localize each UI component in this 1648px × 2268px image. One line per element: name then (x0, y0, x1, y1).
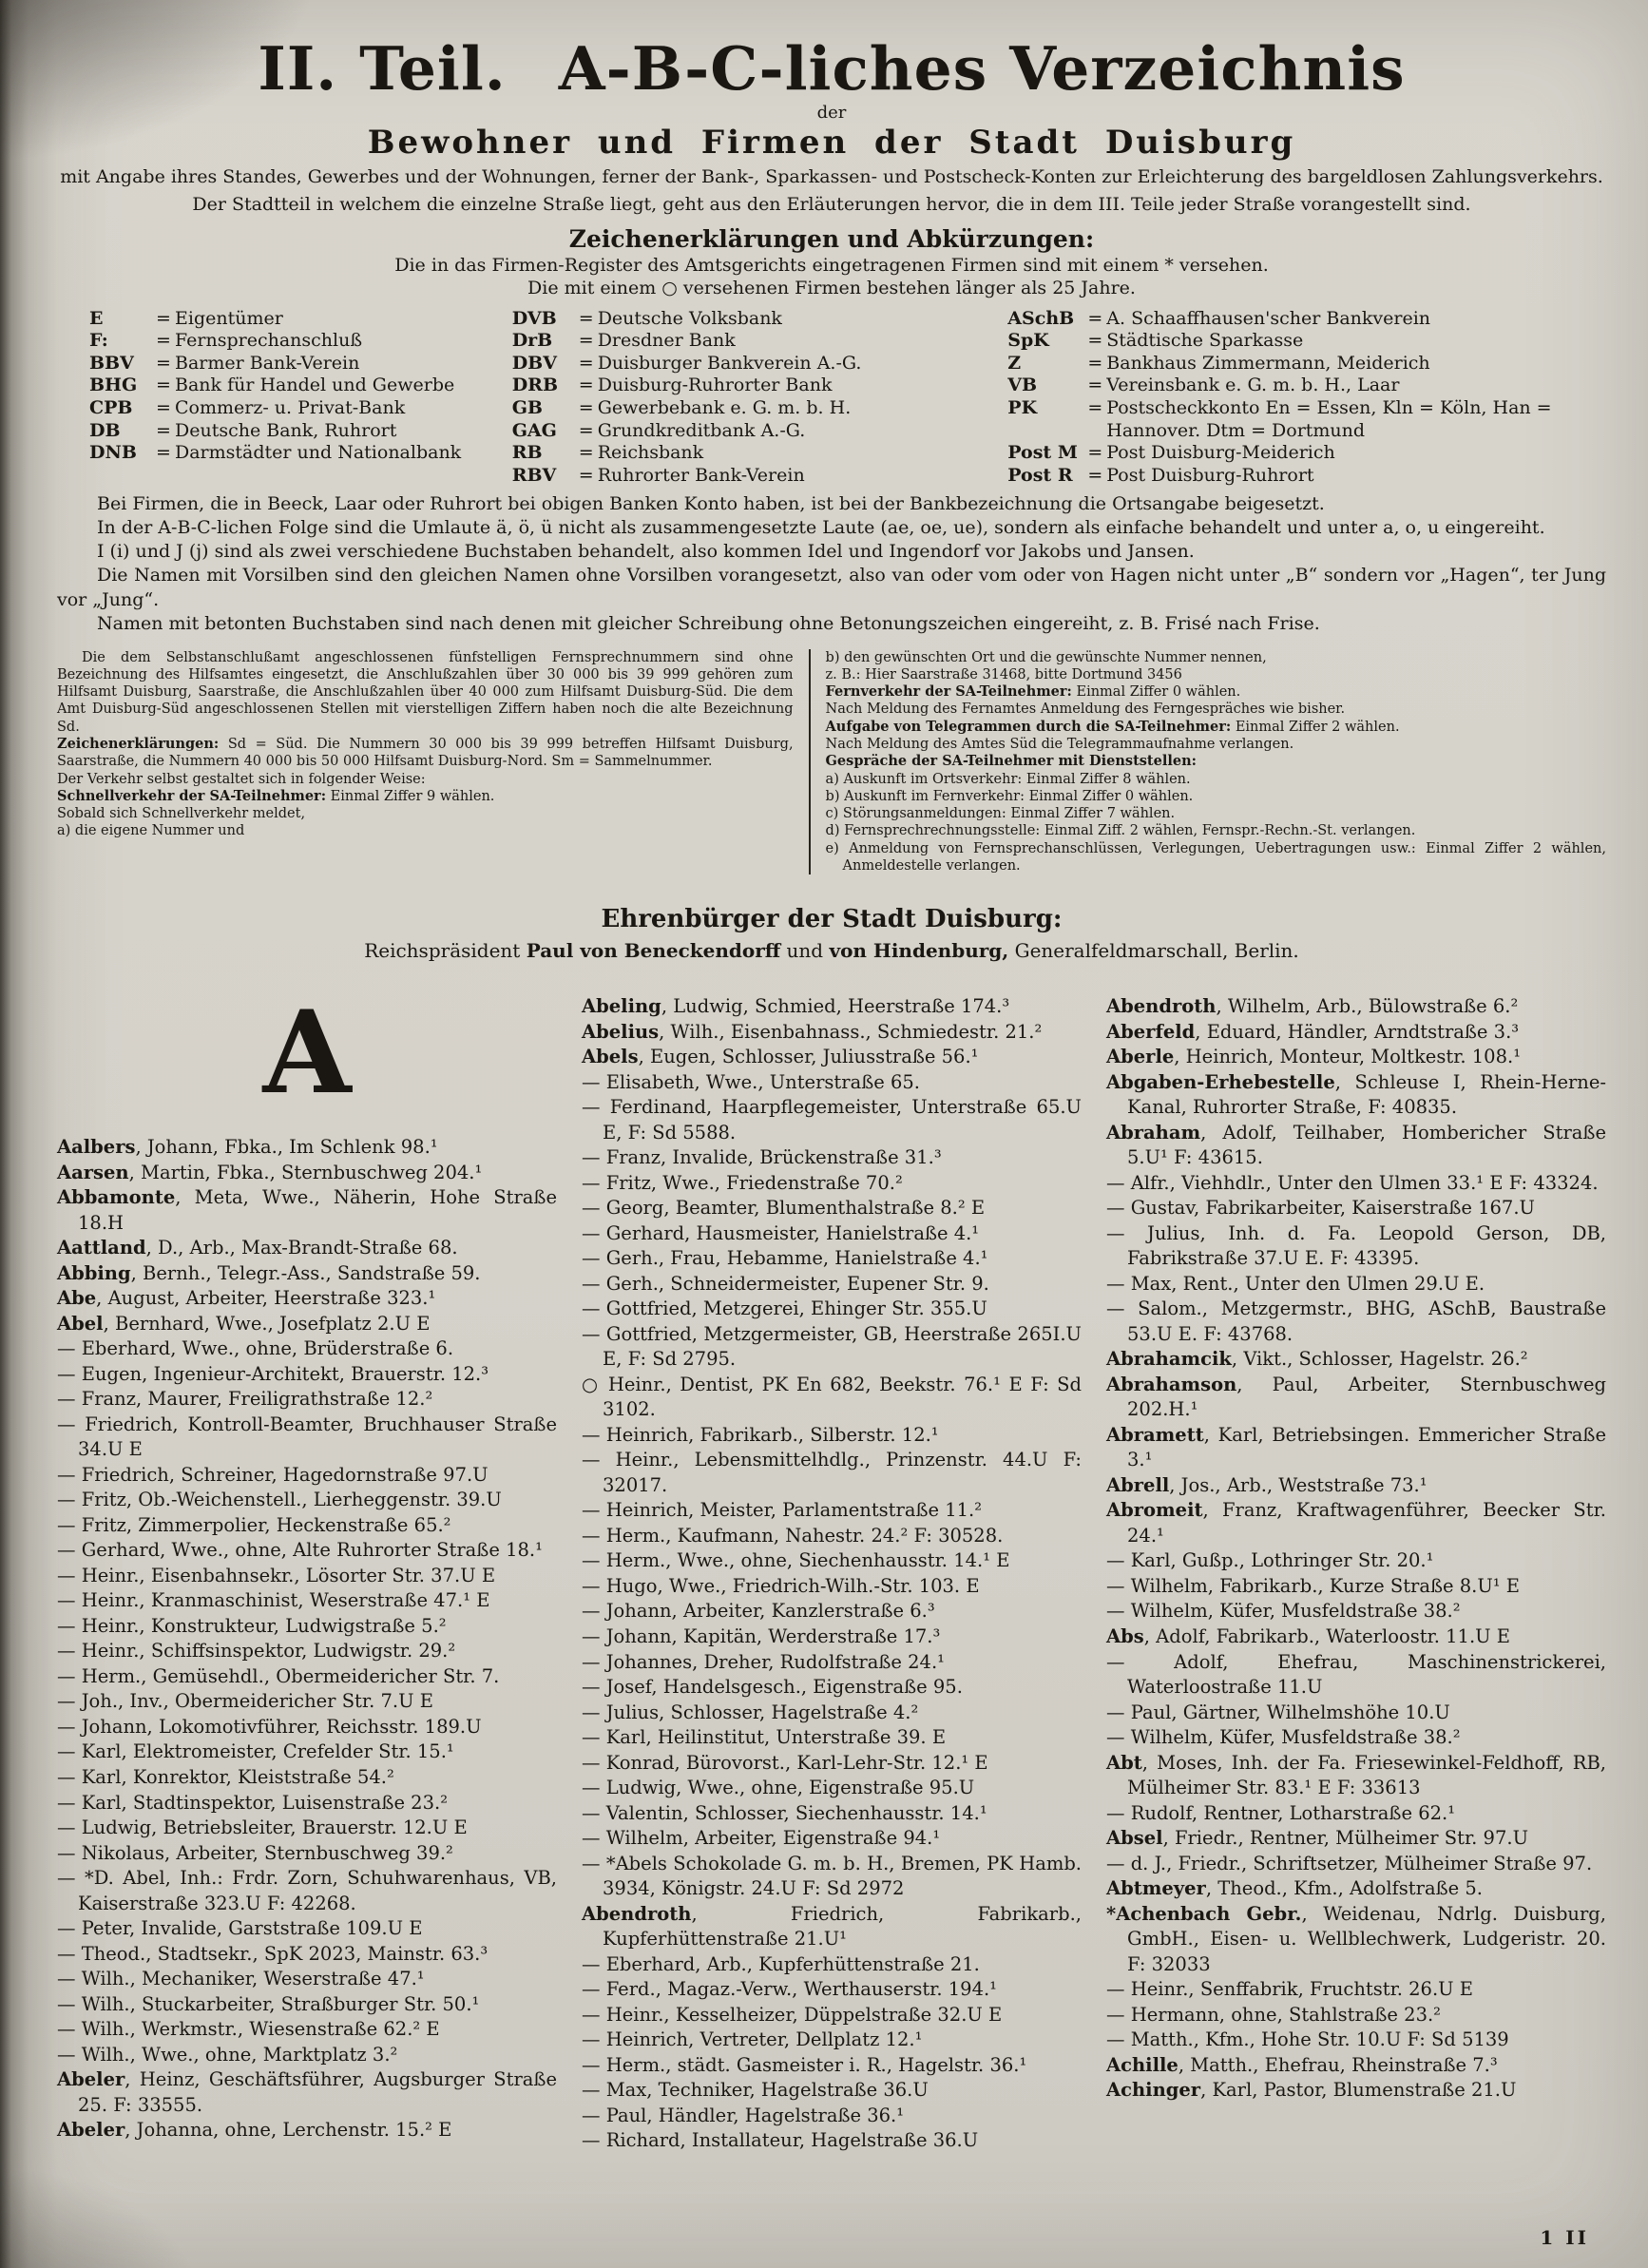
page-title (57, 33, 1606, 104)
abbreviation-meaning: Duisburger Bankverein A.-G. (597, 352, 862, 374)
directory-column-3 (1106, 994, 1606, 2154)
abbreviation-code: Post M (1007, 442, 1078, 464)
sorting-rule: Namen mit betonten Buchstaben sind nach denen mit gleicher Schreibung ohne Betonungszeichen eingereiht, z. B. Frisé nach Frise. (97, 612, 1320, 634)
directory-entry: — Wilhelm, Arbeiter, Eigenstraße 94.¹ (582, 1827, 941, 1850)
phone-note-line: Die dem Selbstanschlußamt angeschlossenen fünfstelligen Fernsprechnummern sind ohne Bezeichnung des Hilfsamtes eingesetzt, die Anschlußzahlen über 30 000 bis 39 999 gehören zum Hilfsamt Duisburg, Saarstraße, die Anschlußzahlen über 40 000 zum Hilfsamt Duisburg-Süd. Die dem Amt Duisburg-Süd angeschlossenen Stellen mit vierstelligen Ziffern haben noch die alte Bezeichnung Sd. (57, 649, 794, 735)
description-1: mit Angabe ihres Standes, Gewerbes und der Wohnungen, ferner der Bank-, Sparkassen- und Postscheck-Konten zur Erleichterung des bargeldlosen Zahlungsverkehrs. (60, 166, 1603, 188)
directory-entry: — Wilhelm, Küfer, Musfeldstraße 38.² (1106, 1726, 1461, 1749)
directory-entry: — Johannes, Dreher, Rudolfstraße 24.¹ (582, 1650, 945, 1673)
directory-entry: — Wilhelm, Fabrikarb., Kurze Straße 8.U¹ E (1106, 1574, 1521, 1597)
abbreviation-code: BHG (89, 375, 138, 396)
directory-entry: — Elisabeth, Wwe., Unterstraße 65. (582, 1070, 920, 1093)
equals-sign: = (156, 442, 171, 464)
legend-heading: Zeichenerklärungen und Abkürzungen: (568, 224, 1095, 253)
abbreviation-code: PK (1007, 397, 1038, 418)
equals-sign: = (156, 307, 171, 329)
abbreviation-code: DVB (511, 307, 557, 329)
directory-entry: Absel, Friedr., Rentner, Mülheimer Str. 97.U (1106, 1827, 1529, 1850)
abbreviation-meaning: A. Schaaffhausen'scher Bankverein (1106, 307, 1431, 329)
equals-sign: = (1087, 307, 1103, 329)
directory-entry: — Heinrich, Vertreter, Dellplatz 12.¹ (582, 2028, 923, 2051)
abbreviation-row (1007, 397, 1606, 442)
abbreviation-code: DBV (511, 352, 557, 374)
abbreviation-code: RB (511, 442, 543, 464)
directory-entry: — Wilh., Wwe., ohne, Marktplatz 3.² (57, 2043, 398, 2066)
directory-entry: — Gerhard, Hausmeister, Hanielstraße 4.¹ (582, 1221, 980, 1244)
phone-note-line: b) den gewünschten Ort und die gewünschte Nummer nennen, (825, 649, 1267, 665)
directory-entry: — Julius, Schlosser, Hagelstraße 4.² (582, 1701, 919, 1723)
equals-sign: = (156, 375, 171, 396)
abbreviation-code: Post R (1007, 464, 1073, 486)
abbreviation-meaning: Grundkreditbank A.-G. (597, 419, 806, 441)
masthead (57, 23, 1606, 216)
directory-entry: Abendroth, Friedrich, Fabrikarb., Kupferhüttenstraße 21.U¹ (582, 1902, 1082, 1951)
directory-entry: — Hugo, Wwe., Friedrich-Wilh.-Str. 103. E (582, 1574, 980, 1597)
directory-entry: Abbamonte, Meta, Wwe., Näherin, Hohe Straße 18.H (57, 1186, 557, 1234)
directory-entry: Aberle, Heinrich, Monteur, Moltkestr. 108.¹ (1106, 1046, 1522, 1068)
abbreviation-code: SpK (1007, 330, 1049, 352)
part-label: II. Teil. (258, 33, 507, 104)
sorting-rule: Die Namen mit Vorsilben sind den gleichen Namen ohne Vorsilben vorangesetzt, also van oder vom oder von Hagen nicht unter „B“ sondern vor „Hagen“, ter Jung vor „Jung“. (57, 565, 1606, 610)
directory-entry: — Friedrich, Schreiner, Hagedornstraße 97.U (57, 1463, 489, 1486)
legend-section (57, 225, 1606, 487)
section-letter: A (262, 986, 352, 1121)
directory-entry: Aberfeld, Eduard, Händler, Arndtstraße 3.³ (1106, 1020, 1520, 1043)
phone-note-line: Nach Meldung des Amtes Süd die Telegrammaufnahme verlangen. (825, 736, 1294, 752)
abbreviation-code: RBV (511, 464, 557, 486)
equals-sign: = (578, 442, 594, 464)
honorary-name-1: Paul von Beneckendorff (526, 939, 781, 963)
directory-entry: — Gerh., Schneidermeister, Eupener Str. 9. (582, 1272, 989, 1295)
phone-note-line: Zeichenerklärungen: Sd = Süd. Die Nummern 30 000 bis 39 999 betreffen Hilfsamt Duisburg, Saarstraße, die Nummern 40 000 bis 50 000 Hilfsamt Duisburg-Nord. Sm = Sammelnummer. (57, 735, 794, 770)
directory-entry: — Gustav, Fabrikarbeiter, Kaiserstraße 167.U (1106, 1197, 1535, 1220)
page-number: 1 II (1540, 2226, 1589, 2249)
directory-entry: — Wilh., Mechaniker, Weserstraße 47.¹ (57, 1968, 425, 1990)
directory-entry: Achinger, Karl, Pastor, Blumenstraße 21.U (1106, 2079, 1517, 2102)
equals-sign: = (156, 419, 171, 441)
honorary-line-pre: Reichspräsident (364, 939, 527, 963)
abbreviation-meaning: Commerz- u. Privat-Bank (175, 397, 406, 418)
abbreviation-row (89, 308, 507, 331)
phone-note-line: e) Anmeldung von Fernsprechanschlüssen, Verlegungen, Uebertragungen usw.: Einmal Ziffer 2 wählen, Anmeldestelle verlangen. (825, 840, 1606, 874)
directory-entry: Abs, Adolf, Fabrikarb., Waterloostr. 11.U E (1106, 1625, 1511, 1647)
equals-sign: = (156, 330, 171, 352)
directory-entry: — Adolf, Ehefrau, Maschinenstrickerei, Waterloostraße 11.U (1106, 1650, 1606, 1699)
phone-instructions-left (57, 649, 809, 875)
directory-entry: — Wilh., Werkmstr., Wiesenstraße 62.² E (57, 2018, 440, 2041)
abbreviation-column-3 (1002, 308, 1606, 487)
directory-entry: Aalbers, Johann, Fbka., Im Schlenk 98.¹ (57, 1136, 438, 1159)
directory-entry: — Eberhard, Arb., Kupferhüttenstraße 21. (582, 1952, 980, 1975)
abbreviation-meaning: Dresdner Bank (597, 330, 736, 352)
directory-entry: — Gerhard, Wwe., ohne, Alte Ruhrorter Straße 18.¹ (57, 1539, 543, 1562)
abbreviation-code: DrB (511, 330, 553, 352)
abbreviation-row (512, 442, 1003, 465)
directory-entry: — Ludwig, Wwe., ohne, Eigenstraße 95.U (582, 1777, 975, 1799)
description-2: Der Stadtteil in welchem die einzelne Straße liegt, geht aus den Erläuterungen hervor, die in dem III. Teile jeder Straße vorangestellt sind. (192, 193, 1471, 215)
directory-entry: — *Abels Schokolade G. m. b. H., Bremen, PK Hamb. 3934, Königstr. 24.U F: Sd 2972 (582, 1852, 1082, 1900)
equals-sign: = (578, 397, 594, 418)
abbreviation-row (89, 353, 507, 375)
directory-entries-3 (1106, 994, 1606, 2104)
equals-sign: = (156, 397, 171, 418)
abbreviation-meaning: Darmstädter und Nationalbank (175, 442, 462, 464)
abbreviation-code: DRB (511, 375, 559, 396)
equals-sign: = (1087, 397, 1103, 418)
directory-entry: — Fritz, Ob.-Weichenstell., Lierheggenstr. 39.U (57, 1489, 502, 1511)
directory-entry: — Gottfried, Metzgermeister, GB, Heerstraße 265I.U E, F: Sd 2795. (582, 1322, 1082, 1371)
directory-entry: — Max, Techniker, Hagelstraße 36.U (582, 2079, 929, 2102)
abbreviation-row (89, 420, 507, 443)
directory-column-1 (57, 986, 557, 2154)
abbreviation-row (1007, 465, 1606, 488)
abbreviation-code: Z (1007, 352, 1022, 374)
directory-entry: Abbing, Bernh., Telegr.-Ass., Sandstraße 59. (57, 1261, 481, 1284)
abbreviation-row (1007, 353, 1606, 375)
abbreviation-meaning: Fernsprechanschluß (175, 330, 363, 352)
directory-entries-2 (582, 994, 1082, 2154)
abbreviation-code: BBV (89, 352, 134, 374)
abbreviation-row (89, 442, 507, 465)
honorary-citizens (57, 905, 1606, 962)
directory-entry: — Herm., städt. Gasmeister i. R., Hagelstr. 36.¹ (582, 2053, 1027, 2076)
abbreviation-meaning: Deutsche Volksbank (597, 307, 782, 329)
directory-listing (57, 986, 1606, 2154)
directory-entry: — d. J., Friedr., Schriftsetzer, Mülheimer Straße 97. (1106, 1852, 1593, 1874)
directory-entry: — Johann, Kapitän, Werderstraße 17.³ (582, 1625, 941, 1647)
directory-entry: — Herm., Gemüsehdl., Obermeidericher Str. 7. (57, 1664, 500, 1687)
abbreviation-meaning: Duisburg-Ruhrorter Bank (597, 375, 833, 396)
directory-entry: — Fritz, Wwe., Friedenstraße 70.² (582, 1171, 903, 1194)
phone-note-line: z. B.: Hier Saarstraße 31468, bitte Dortmund 3456 (825, 666, 1182, 682)
directory-entry: — Heinr., Kesselheizer, Düppelstraße 32.U E (582, 2003, 1003, 2026)
abbreviation-code: VB (1007, 375, 1038, 396)
abbreviation-meaning: Eigentümer (175, 307, 283, 329)
directory-entry: — Karl, Konrektor, Kleiststraße 54.² (57, 1766, 394, 1788)
directory-entry: — Friedrich, Kontroll-Beamter, Bruchhauser Straße 34.U E (57, 1413, 557, 1461)
abbreviation-meaning: Postscheckkonto En = Essen, Kln = Köln, Han = Hannover. Dtm = Dortmund (1106, 397, 1552, 441)
directory-entry: Abromeit, Franz, Kraftwagenführer, Beecker Str. 24.¹ (1106, 1499, 1606, 1547)
directory-entry: — Peter, Invalide, Garststraße 109.U E (57, 1917, 423, 1940)
directory-entry: — Heinr., Kranmaschinist, Weserstraße 47.¹ E (57, 1589, 490, 1612)
directory-entry: — Ferdinand, Haarpflegemeister, Unterstraße 65.U E, F: Sd 5588. (582, 1096, 1082, 1144)
phone-note-line: a) Auskunft im Ortsverkehr: Einmal Ziffer 8 wählen. (825, 771, 1191, 787)
directory-entry: Abrell, Jos., Arb., Weststraße 73.¹ (1106, 1473, 1428, 1496)
directory-entry: — Heinr., Senffabrik, Fruchtstr. 26.U E (1106, 1978, 1474, 2001)
directory-entry: — Heinr., Konstrukteur, Ludwigstraße 5.² (57, 1614, 447, 1637)
abbreviation-row (89, 397, 507, 420)
directory-entry: Abrahamson, Paul, Arbeiter, Sternbuschweg 202.H.¹ (1106, 1373, 1606, 1421)
phone-note-line: d) Fernsprechrechnungsstelle: Einmal Ziff. 2 wählen, Fernspr.-Rechn.-St. verlangen. (825, 823, 1416, 839)
phone-note-line: b) Auskunft im Fernverkehr: Einmal Ziffer 0 wählen. (825, 788, 1194, 804)
abbreviation-table (57, 308, 1606, 487)
directory-entry: — Theod., Stadtsekr., SpK 2023, Mainstr. 63.³ (57, 1942, 489, 1965)
abbreviation-row (512, 375, 1003, 397)
legend-note-1: Die in das Firmen-Register des Amtsgerichts eingetragenen Firmen sind mit einem * versehen. (394, 254, 1269, 276)
equals-sign: = (578, 352, 594, 374)
directory-entry: — Joh., Inv., Obermeidericher Str. 7.U E (57, 1690, 433, 1713)
directory-entry: — Karl, Elektromeister, Crefelder Str. 15.¹ (57, 1740, 454, 1763)
abbreviation-row (89, 375, 507, 397)
abbreviation-row (512, 397, 1003, 420)
phone-note-line: Der Verkehr selbst gestaltet sich in folgender Weise: (57, 771, 426, 787)
abbreviation-meaning: Reichsbank (597, 442, 704, 464)
phone-note-line: Aufgabe von Telegrammen durch die SA-Teilnehmer: Einmal Ziffer 2 wählen. (825, 718, 1400, 735)
equals-sign: = (578, 464, 594, 486)
directory-entry: — Nikolaus, Arbeiter, Sternbuschweg 39.² (57, 1841, 453, 1864)
abbreviation-row (512, 308, 1003, 331)
directory-entry: Abt, Moses, Inh. der Fa. Friesewinkel-Feldhoff, RB, Mülheimer Str. 83.¹ E F: 33613 (1106, 1751, 1606, 1799)
directory-entry: Abtmeyer, Theod., Kfm., Adolfstraße 5. (1106, 1877, 1483, 1900)
directory-entry: — Karl, Stadtinspektor, Luisenstraße 23.² (57, 1791, 449, 1814)
phone-note-line: Schnellverkehr der SA-Teilnehmer: Einmal Ziffer 9 wählen. (57, 787, 495, 804)
abbreviation-code: GB (511, 397, 543, 418)
equals-sign: = (578, 330, 594, 352)
abbreviation-meaning: Bank für Handel und Gewerbe (175, 375, 455, 396)
honorary-name-2: von Hindenburg, (829, 939, 1009, 963)
directory-entry: — Wilh., Stuckarbeiter, Straßburger Str. 50.¹ (57, 1992, 480, 2015)
abbreviation-code: E (89, 307, 104, 329)
directory-entry: Aarsen, Martin, Fbka., Sternbuschweg 204.¹ (57, 1161, 483, 1183)
phone-note-line: Gespräche der SA-Teilnehmer mit Dienststellen: (825, 753, 1197, 770)
directory-entry: — Heinrich, Meister, Parlamentstraße 11.² (582, 1499, 983, 1522)
directory-entry: — Ludwig, Betriebsleiter, Brauerstr. 12.U E (57, 1816, 468, 1839)
abbreviation-meaning: Bankhaus Zimmermann, Meiderich (1106, 352, 1430, 374)
legend-note-2: Die mit einem ○ versehenen Firmen bestehen länger als 25 Jahre. (527, 277, 1136, 298)
phone-note-line: Fernverkehr der SA-Teilnehmer: Einmal Ziffer 0 wählen. (825, 683, 1241, 701)
directory-entry: — Franz, Invalide, Brückenstraße 31.³ (582, 1146, 942, 1169)
equals-sign: = (1087, 464, 1103, 486)
title-text: A-B-C-liches Verzeichnis (558, 33, 1406, 104)
abbreviation-meaning: Barmer Bank-Verein (175, 352, 360, 374)
equals-sign: = (578, 307, 594, 329)
sorting-rule: I (i) und J (j) sind als zwei verschiedene Buchstaben behandelt, also kommen Idel und Ingendorf vor Jakobs und Jansen. (97, 541, 1195, 563)
directory-entry: — Paul, Gärtner, Wilhelmshöhe 10.U (1106, 1701, 1450, 1723)
abbreviation-code: ASchB (1007, 307, 1075, 329)
directory-entry: — Heinr., Eisenbahnsekr., Lösorter Str. 37.U E (57, 1564, 496, 1586)
phone-instructions (57, 649, 1606, 875)
abbreviation-row (512, 330, 1003, 353)
directory-column-2 (582, 994, 1082, 2154)
abbreviation-code: DB (89, 419, 121, 441)
directory-entry: — Herm., Wwe., ohne, Siechenhausstr. 14.¹ E (582, 1549, 1010, 1572)
honorary-line (57, 939, 1606, 962)
directory-entry: — Josef, Handelsgesch., Eigenstraße 95. (582, 1676, 963, 1699)
directory-entry: — Matth., Kfm., Hohe Str. 10.U F: Sd 5139 (1106, 2028, 1509, 2051)
directory-entry: — Karl, Gußp., Lothringer Str. 20.¹ (1106, 1549, 1434, 1572)
title-der: der (816, 103, 847, 124)
honorary-line-post: Generalfeldmarschall, Berlin. (1008, 939, 1299, 963)
directory-entry: — Eugen, Ingenieur-Architekt, Brauerstr. 12.³ (57, 1362, 489, 1385)
directory-entry: — Heinr., Lebensmittelhdlg., Prinzenstr. 44.U F: 32017. (582, 1449, 1082, 1496)
abbreviation-meaning: Ruhrorter Bank-Verein (597, 464, 805, 486)
phone-note-line: Nach Meldung des Fernamtes Anmeldung des Ferngespräches wie bisher. (825, 702, 1346, 718)
directory-entry: — Karl, Heilinstitut, Unterstraße 39. E (582, 1726, 947, 1749)
directory-entry: — Salom., Metzgermstr., BHG, ASchB, Baustraße 53.U E. F: 43768. (1106, 1297, 1606, 1345)
directory-entry: Abeler, Heinz, Geschäftsführer, Augsburger Straße 25. F: 33555. (57, 2068, 557, 2116)
directory-entry: Abrahamcik, Vikt., Schlosser, Hagelstr. 26.² (1106, 1348, 1528, 1371)
directory-entry: Abeling, Ludwig, Schmied, Heerstraße 174.³ (582, 995, 1010, 1018)
abbreviation-meaning: Deutsche Bank, Ruhrort (175, 419, 397, 441)
equals-sign: = (1087, 330, 1103, 352)
directory-entry: ○ Heinr., Dentist, PK En 682, Beekstr. 76.¹ E F: Sd 3102. (582, 1373, 1082, 1421)
directory-entry: Abels, Eugen, Schlosser, Juliusstraße 56.¹ (582, 1046, 979, 1068)
abbreviation-meaning: Städtische Sparkasse (1106, 330, 1304, 352)
directory-entry: — Gottfried, Metzgerei, Ehinger Str. 355.U (582, 1297, 987, 1320)
phone-note-line: Sobald sich Schnellverkehr meldet, (57, 806, 306, 822)
abbreviation-meaning: Gewerbebank e. G. m. b. H. (597, 397, 852, 418)
equals-sign: = (1087, 352, 1103, 374)
directory-entry: *Achenbach Gebr., Weidenau, Ndrlg. Duisburg, GmbH., Eisen- u. Wellblechwerk, Ludgeristr. 20. F: 32033 (1106, 1902, 1606, 1975)
abbreviation-code: DNB (89, 442, 137, 464)
directory-entry: Abraham, Adolf, Teilhaber, Hombericher Straße 5.U¹ F: 43615. (1106, 1121, 1606, 1169)
abbreviation-row (512, 420, 1003, 443)
directory-entry: Achille, Matth., Ehefrau, Rheinstraße 7.³ (1106, 2053, 1498, 2076)
abbreviation-code: F: (89, 330, 108, 352)
abbreviation-meaning: Post Duisburg-Meiderich (1106, 442, 1335, 464)
directory-entry: — Gerh., Frau, Hebamme, Hanielstraße 4.¹ (582, 1247, 988, 1270)
subtitle: Bewohner und Firmen der Stadt Duisburg (367, 124, 1296, 163)
abbreviation-meaning: Post Duisburg-Ruhrort (1106, 464, 1314, 486)
directory-entry: — Rudolf, Rentner, Lotharstraße 62.¹ (1106, 1801, 1456, 1824)
equals-sign: = (156, 352, 171, 374)
abbreviation-row (1007, 308, 1606, 331)
directory-entry: — Max, Rent., Unter den Ulmen 29.U E. (1106, 1272, 1485, 1295)
equals-sign: = (578, 375, 594, 396)
directory-entry: — Herm., Kaufmann, Nahestr. 24.² F: 30528. (582, 1524, 1004, 1547)
abbreviation-row (1007, 330, 1606, 353)
directory-entry: — Richard, Installateur, Hagelstraße 36.U (582, 2129, 979, 2152)
abbreviation-row (89, 330, 507, 353)
directory-entry: — Wilhelm, Küfer, Musfeldstraße 38.² (1106, 1600, 1461, 1623)
directory-entry: Abendroth, Wilhelm, Arb., Bülowstraße 6.² (1106, 995, 1519, 1018)
equals-sign: = (1087, 375, 1103, 396)
directory-entry: — Heinrich, Fabrikarb., Silberstr. 12.¹ (582, 1423, 939, 1446)
directory-entry: Aattland, D., Arb., Max-Brandt-Straße 68. (57, 1237, 458, 1259)
directory-entry: — Heinr., Schiffsinspektor, Ludwigstr. 29.² (57, 1640, 456, 1663)
directory-entry: Abe, August, Arbeiter, Heerstraße 323.¹ (57, 1287, 436, 1310)
directory-entry: — Konrad, Bürovorst., Karl-Lehr-Str. 12.¹ E (582, 1751, 988, 1774)
directory-entry: — Fritz, Zimmerpolier, Heckenstraße 65.² (57, 1513, 451, 1536)
honorary-line-mid: und (780, 939, 830, 963)
abbreviation-code: CPB (89, 397, 133, 418)
directory-entry: Abelius, Wilh., Eisenbahnass., Schmiedestr. 21.² (582, 1020, 1043, 1043)
equals-sign: = (1087, 442, 1103, 464)
directory-entry: — Valentin, Schlosser, Siechenhausstr. 14.¹ (582, 1801, 987, 1824)
sorting-rule: In der A-B-C-lichen Folge sind die Umlaute ä, ö, ü nicht als zusammengesetzte Laute (ae, oe, ue), sondern als einfache behandelt und unter a, o, u eingereiht. (97, 517, 1545, 539)
abbreviation-row (1007, 442, 1606, 465)
directory-entry: — Franz, Maurer, Freiligrathstraße 12.² (57, 1388, 433, 1411)
phone-note-line: a) die eigene Nummer und (57, 823, 245, 839)
abbreviation-code: GAG (511, 419, 557, 441)
honorary-heading: Ehrenbürger der Stadt Duisburg: (601, 905, 1063, 934)
phone-instructions-right (809, 649, 1606, 875)
directory-entry: Abel, Bernhard, Wwe., Josefplatz 2.U E (57, 1312, 431, 1335)
sorting-rule: Bei Firmen, die in Beeck, Laar oder Ruhrort bei obigen Banken Konto haben, ist bei der Bankbezeichnung die Ortsangabe beigesetzt. (97, 493, 1325, 515)
directory-entry: — Ferd., Magaz.-Verw., Werthauserstr. 194.¹ (582, 1978, 997, 2001)
directory-entry: — Paul, Händler, Hagelstraße 36.¹ (582, 2104, 905, 2126)
abbreviation-row (1007, 375, 1606, 397)
directory-entry: Abgaben-Erhebestelle, Schleuse I, Rhein-Herne-Kanal, Ruhrorter Straße, F: 40835. (1106, 1070, 1606, 1119)
directory-entry: — Hermann, ohne, Stahlstraße 23.² (1106, 2003, 1441, 2026)
directory-entry: Abeler, Johanna, ohne, Lerchenstr. 15.² E (57, 2119, 452, 2142)
directory-entry: — Julius, Inh. d. Fa. Leopold Gerson, DB, Fabrikstraße 37.U E. F: 43395. (1106, 1221, 1606, 1270)
directory-entry: — Georg, Beamter, Blumenthalstraße 8.² E (582, 1197, 986, 1220)
directory-entry: Abramett, Karl, Betriebsingen. Emmericher Straße 3.¹ (1106, 1423, 1606, 1471)
abbreviation-row (512, 353, 1003, 375)
directory-entry: — Johann, Lokomotivführer, Reichsstr. 189.U (57, 1715, 482, 1738)
directory-entries-1 (57, 1135, 557, 2143)
directory-entry: — Alfr., Viehhdlr., Unter den Ulmen 33.¹ E F: 43324. (1106, 1171, 1599, 1194)
abbreviation-row (512, 465, 1003, 488)
equals-sign: = (578, 419, 594, 441)
directory-entry: — *D. Abel, Inh.: Frdr. Zorn, Schuhwarenhaus, VB, Kaiserstraße 323.U F: 42268. (57, 1867, 557, 1914)
directory-entry: — Eberhard, Wwe., ohne, Brüderstraße 6. (57, 1337, 454, 1360)
abbreviation-column-1 (57, 308, 507, 487)
directory-entry: — Johann, Arbeiter, Kanzlerstraße 6.³ (582, 1600, 935, 1623)
sorting-rules (57, 492, 1606, 635)
phone-note-line: c) Störungsanmeldungen: Einmal Ziffer 7 wählen. (825, 806, 1176, 822)
abbreviation-meaning: Vereinsbank e. G. m. b. H., Laar (1106, 375, 1400, 396)
abbreviation-column-2 (507, 308, 1003, 487)
